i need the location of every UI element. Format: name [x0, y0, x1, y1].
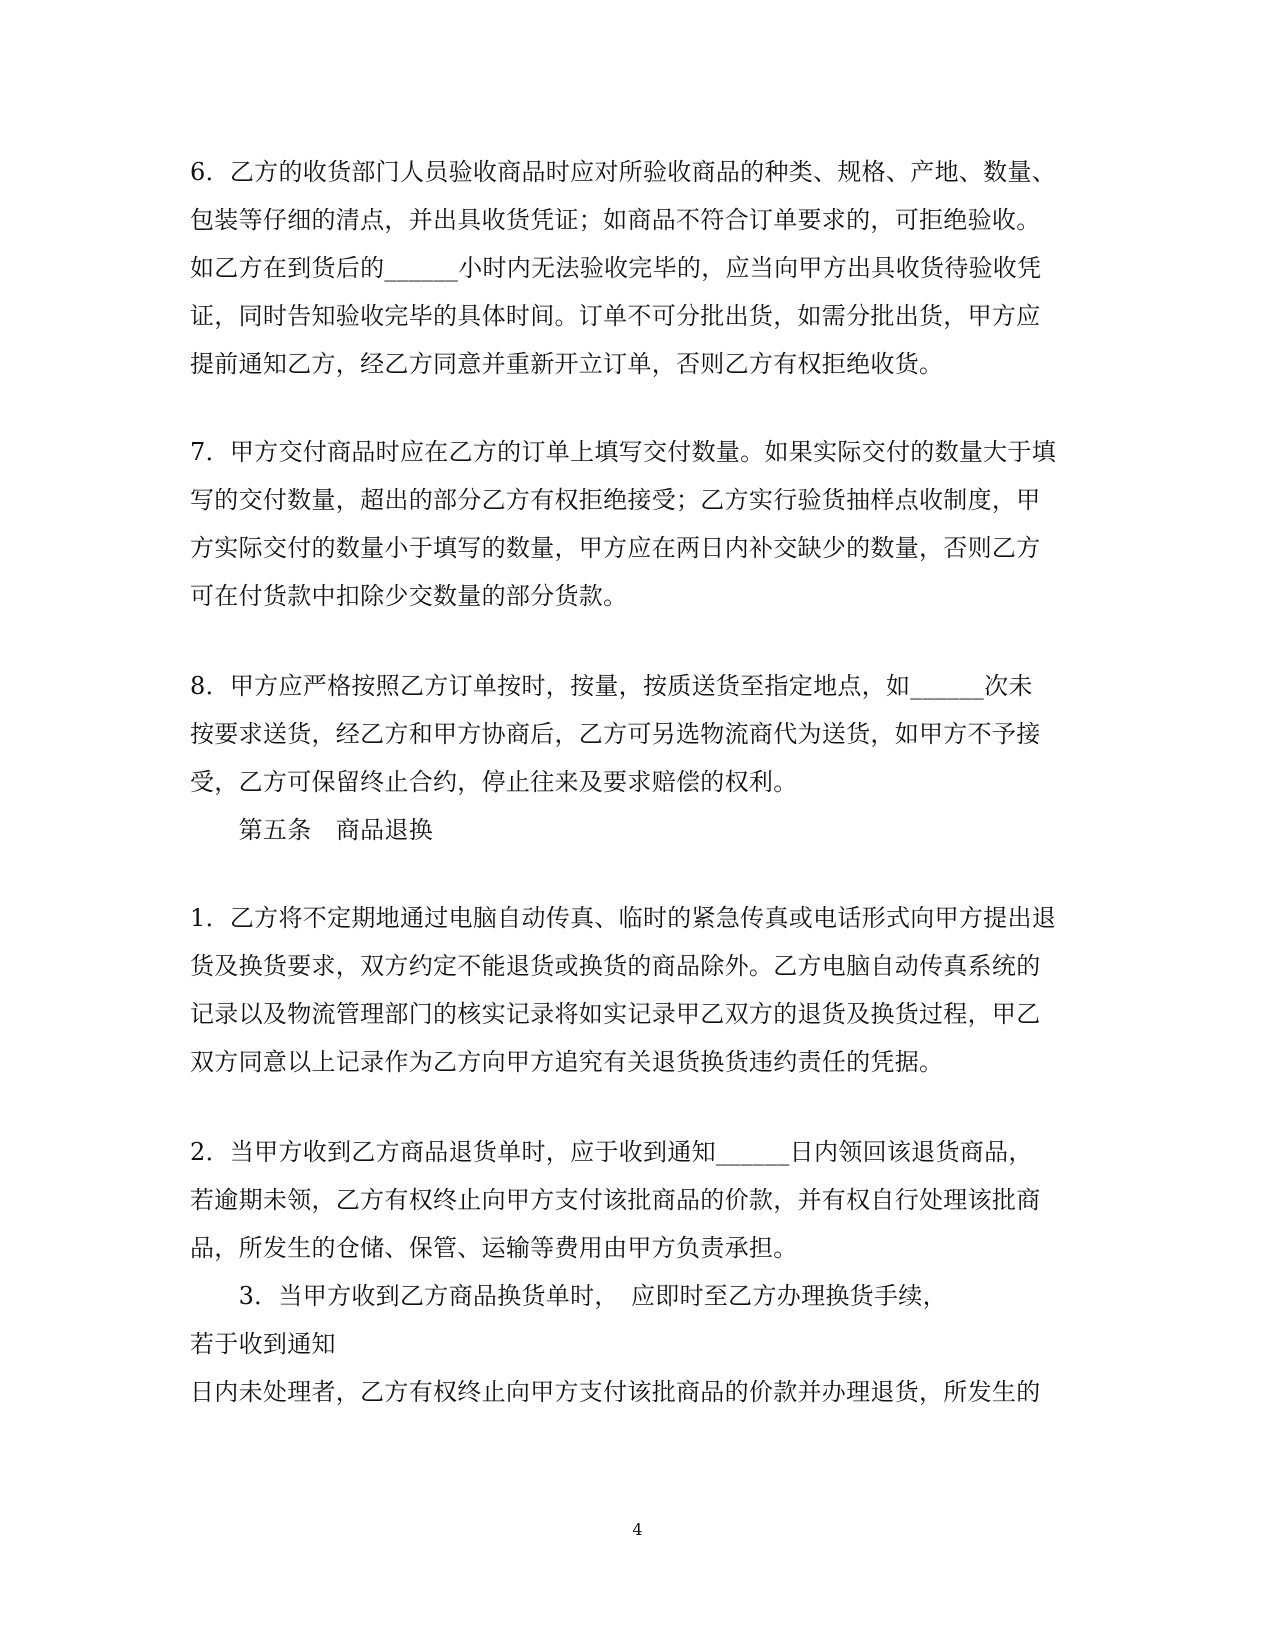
text-line: 证，同时告知验收完毕的具体时间。订单不可分批出货，如需分批出货，甲方应: [190, 302, 1041, 330]
text-line: 提前通知乙方，经乙方同意并重新开立订单，否则乙方有权拒绝收货。: [190, 350, 944, 378]
text-line: 8．甲方应严格按照乙方订单按时，按量，按质送货至指定地点，如______次未: [190, 672, 1033, 700]
text-line: 3．当甲方收到乙方商品换货单时， 应即时至乙方办理换货手续，: [190, 1282, 947, 1310]
section-heading: 第五条 商品退换: [190, 816, 433, 844]
text-line: 若于收到通知: [190, 1330, 336, 1358]
text-line: 1．乙方将不定期地通过电脑自动传真、临时的紧急传真或电话形式向甲方提出退: [190, 904, 1057, 932]
paragraph-clause-4-6: [190, 148, 1090, 388]
text-line: 2．当甲方收到乙方商品退货单时，应于收到通知______日内领回该退货商品，: [190, 1138, 1033, 1166]
paragraph-clause-5-2: [190, 1128, 1090, 1416]
text-line: 品，所发生的仓储、保管、运输等费用由甲方负责承担。: [190, 1234, 798, 1262]
text-line: 包装等仔细的清点，并出具收货凭证；如商品不符合订单要求的，可拒绝验收。: [190, 206, 1041, 234]
text-line: 货及换货要求，双方约定不能退货或换货的商品除外。乙方电脑自动传真系统的: [190, 952, 1041, 980]
text-line: 按要求送货，经乙方和甲方协商后，乙方可另选物流商代为送货，如甲方不予接: [190, 720, 1041, 748]
page-number: 4: [632, 1520, 643, 1539]
text-line: 6．乙方的收货部门人员验收商品时应对所验收商品的种类、规格、产地、数量、: [190, 158, 1057, 186]
text-line: 可在付货款中扣除少交数量的部分货款。: [190, 582, 628, 610]
text-line: 写的交付数量，超出的部分乙方有权拒绝接受；乙方实行验货抽样点收制度，甲: [190, 486, 1041, 514]
text-line: 受，乙方可保留终止合约，停止往来及要求赔偿的权利。: [190, 768, 798, 796]
text-line: 7．甲方交付商品时应在乙方的订单上填写交付数量。如果实际交付的数量大于填: [190, 438, 1057, 466]
text-line: 记录以及物流管理部门的核实记录将如实记录甲乙双方的退货及换货过程，甲乙: [190, 1000, 1041, 1028]
text-line: 如乙方在到货后的______小时内无法验收完毕的，应当向甲方出具收货待验收凭: [190, 254, 1042, 282]
text-line: 方实际交付的数量小于填写的数量，甲方应在两日内补交缺少的数量，否则乙方: [190, 534, 1041, 562]
paragraph-clause-4-8: [190, 662, 1090, 854]
text-line: 日内未处理者，乙方有权终止向甲方支付该批商品的价款并办理退货，所发生的: [190, 1378, 1041, 1406]
text-line: 双方同意以上记录作为乙方向甲方追究有关退货换货违约责任的凭据。: [190, 1048, 944, 1076]
paragraph-clause-5-1: [190, 894, 1090, 1086]
paragraph-clause-4-7: [190, 428, 1090, 620]
text-line: 若逾期未领，乙方有权终止向甲方支付该批商品的价款，并有权自行处理该批商: [190, 1186, 1041, 1214]
